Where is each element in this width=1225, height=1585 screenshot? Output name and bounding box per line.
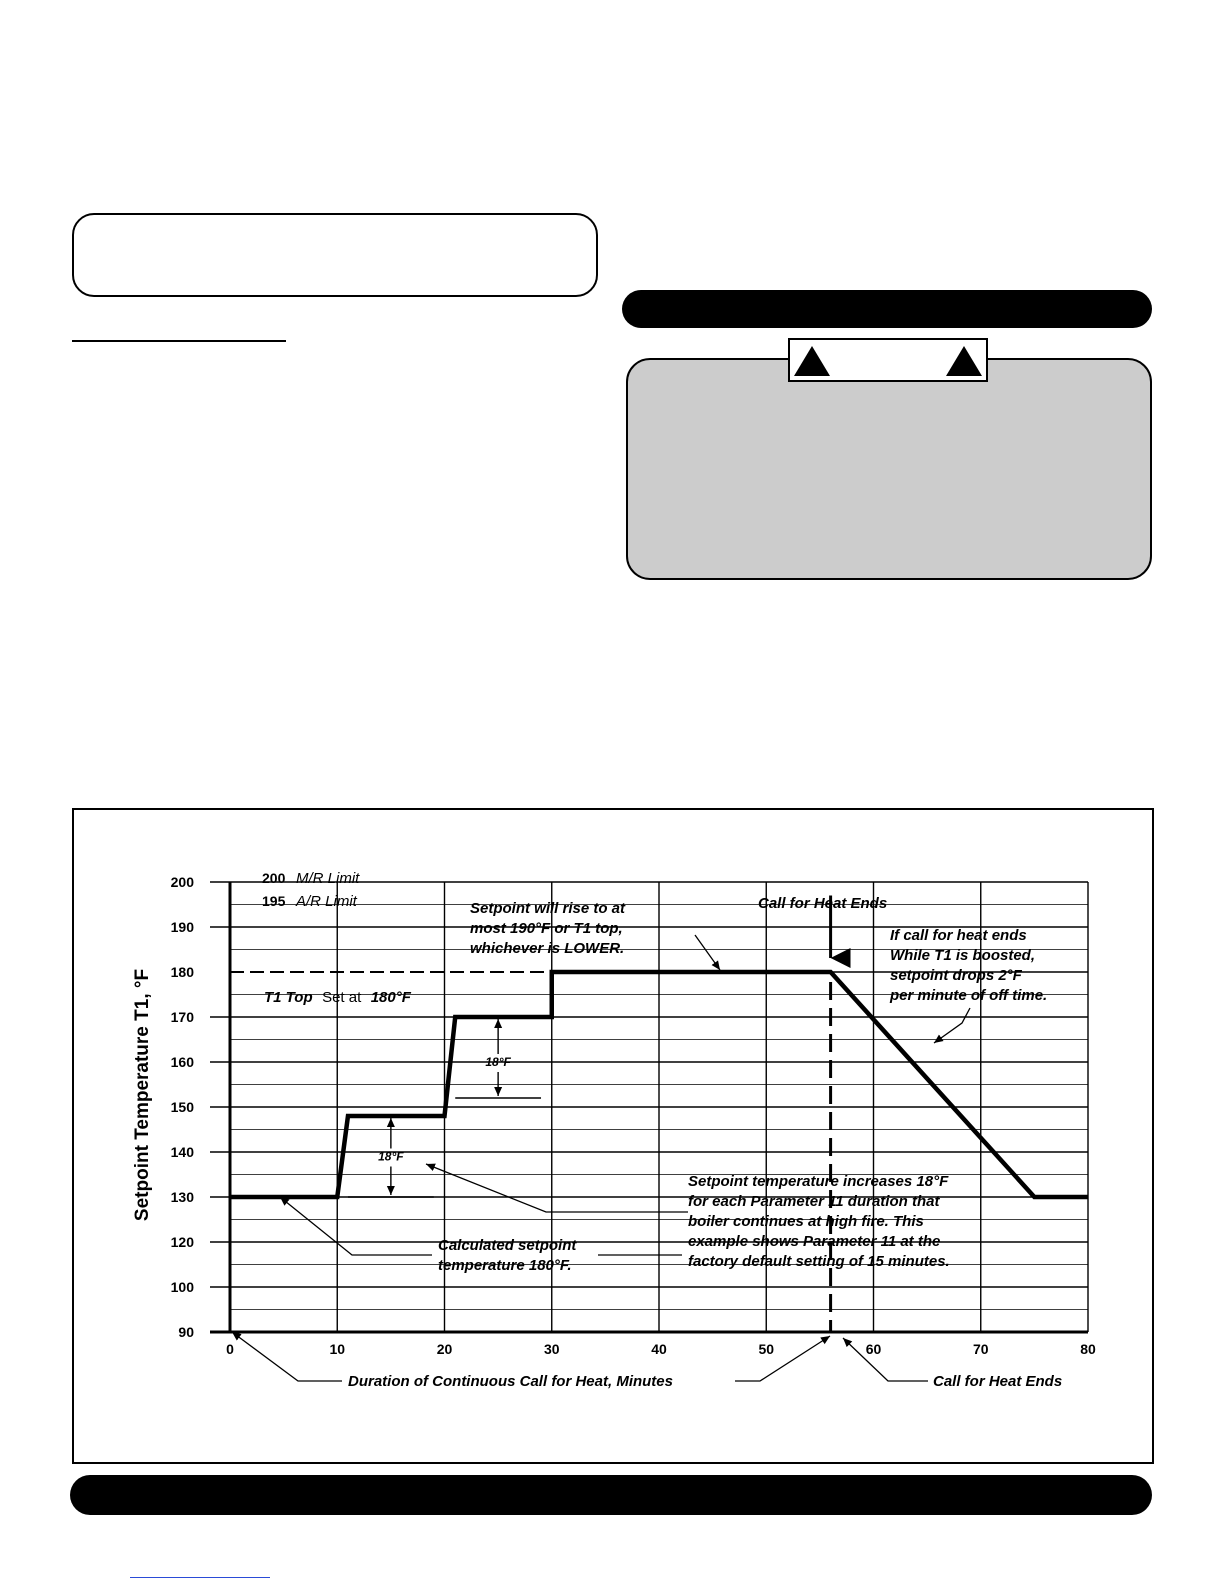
rise-line-3: whichever is LOWER. xyxy=(470,940,625,957)
y-tick-label: 190 xyxy=(170,919,194,935)
boost-line-3: setpoint drops 2°F xyxy=(890,967,1022,984)
y-axis-label: Setpoint Temperature T1, °F xyxy=(132,968,153,1222)
x-tick-label: 40 xyxy=(651,1341,667,1357)
t1-top-a: T1 Top xyxy=(264,989,313,1006)
t1-top-annotation xyxy=(264,989,412,1006)
rise-line-2: most 190°F or T1 top, xyxy=(470,920,623,937)
calc-line-2: temperature 180°F. xyxy=(438,1257,572,1274)
step-label: 18°F xyxy=(485,1055,511,1069)
x-tick-label: 70 xyxy=(972,1341,989,1357)
increase-line-5: factory default setting of 15 minutes. xyxy=(688,1253,950,1270)
increase-leader xyxy=(426,1164,688,1212)
calc-line-1: Calculated setpoint xyxy=(438,1237,577,1254)
ar-limit-value: 195 xyxy=(262,893,286,909)
x-label-leader-left xyxy=(232,1332,342,1381)
y-tick-label: 200 xyxy=(170,874,194,890)
y-tick-label: 120 xyxy=(170,1234,194,1250)
t1-top-c: 180°F xyxy=(370,989,411,1006)
mr-limit-value: 200 xyxy=(262,870,286,886)
boost-line-2: While T1 is boosted, xyxy=(890,947,1036,964)
y-tick-label: 140 xyxy=(170,1144,194,1160)
x-tick-label: 60 xyxy=(865,1341,882,1357)
increase-line-1: Setpoint temperature increases 18°F xyxy=(688,1173,949,1190)
boost-leader xyxy=(934,1008,970,1043)
boost-line-1: If call for heat ends xyxy=(890,927,1027,944)
call-ends-bottom-leader xyxy=(843,1338,928,1381)
increase-line-2: for each Parameter 11 duration that xyxy=(688,1193,940,1210)
rise-line-1: Setpoint will rise to at xyxy=(470,900,626,917)
x-tick-label: 30 xyxy=(543,1341,560,1357)
increase-line-3: boiler continues at high fire. This xyxy=(688,1213,924,1230)
y-tick-label: 180 xyxy=(170,964,194,980)
y-tick-label: 150 xyxy=(170,1099,194,1115)
y-tick-label: 160 xyxy=(170,1054,194,1070)
y-tick-label: 170 xyxy=(170,1009,194,1025)
x-label-leader-right xyxy=(735,1336,830,1381)
x-tick-label: 20 xyxy=(436,1341,453,1357)
increase-line-4: example shows Parameter 11 at the xyxy=(688,1233,941,1250)
y-tick-label: 90 xyxy=(178,1324,194,1340)
mr-limit-label: M/R Limit xyxy=(296,870,360,887)
calc-leader xyxy=(280,1197,432,1255)
x-tick-label: 80 xyxy=(1080,1341,1096,1357)
x-tick-label: 10 xyxy=(329,1341,346,1357)
ar-limit-label: A/R Limit xyxy=(296,893,357,910)
call-ends-bottom-label: Call for Heat Ends xyxy=(933,1373,1063,1390)
y-tick-label: 100 xyxy=(170,1279,194,1295)
boost-line-4: per minute of off time. xyxy=(890,987,1048,1004)
t1-top-b: Set at xyxy=(322,989,362,1006)
y-tick-label: 130 xyxy=(170,1189,194,1205)
rise-leader xyxy=(695,935,720,970)
x-tick-label: 0 xyxy=(226,1341,234,1357)
call-ends-top-label: Call for Heat Ends xyxy=(758,895,888,912)
step-label: 18°F xyxy=(378,1149,404,1164)
x-axis-label: Duration of Continuous Call for Heat, Minutes xyxy=(348,1373,673,1390)
x-tick-label: 50 xyxy=(758,1341,775,1357)
